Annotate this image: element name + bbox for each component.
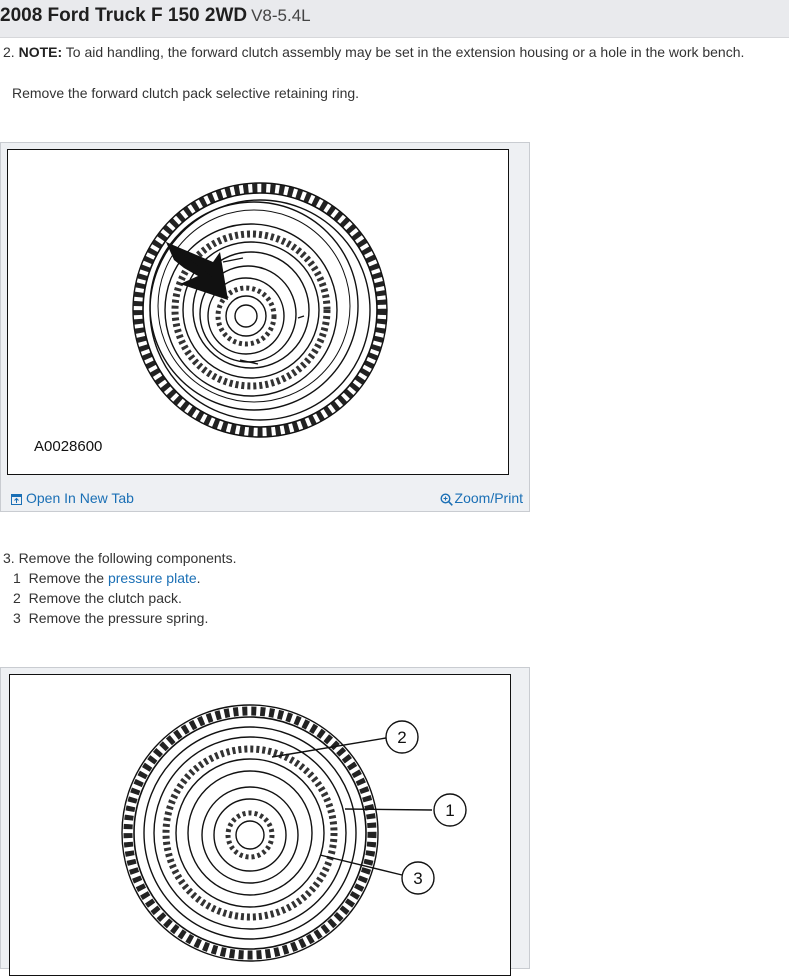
clutch-components-illustration xyxy=(10,675,510,975)
callout-3 xyxy=(402,862,434,894)
figure-2-image xyxy=(9,674,511,976)
item-text: Remove the xyxy=(28,570,108,586)
item-number: 1 xyxy=(13,570,21,586)
step3-item-3 xyxy=(13,610,208,626)
step3-item-2 xyxy=(13,590,182,606)
figure-1-code: A0028600 xyxy=(34,438,103,455)
figure-1-frame xyxy=(0,142,530,512)
figure-1-toolbar xyxy=(1,485,529,511)
svg-text:2: 2 xyxy=(397,728,407,747)
step3-item-1 xyxy=(13,570,201,586)
figure-2-frame xyxy=(0,667,530,969)
note-text: To aid handling, the forward clutch assembly may be set in the extension housing or a hole in the work bench. xyxy=(65,44,745,60)
svg-text:3: 3 xyxy=(413,869,423,888)
page-title xyxy=(0,5,311,27)
new-tab-icon xyxy=(11,494,22,505)
callout-2 xyxy=(386,721,418,753)
step2-note xyxy=(3,44,744,60)
item-suffix: . xyxy=(196,570,201,586)
step2-instruction: Remove the forward clutch pack selective retaining ring. xyxy=(12,85,360,101)
item-text: Remove the clutch pack. xyxy=(28,590,182,606)
open-in-new-tab-link[interactable] xyxy=(11,490,134,506)
note-label: NOTE: xyxy=(18,44,63,60)
callout-1 xyxy=(434,794,466,826)
open-in-new-tab-label: Open In New Tab xyxy=(26,490,134,506)
figure-1-image xyxy=(7,149,509,475)
forward-clutch-illustration xyxy=(8,150,508,474)
zoom-print-label: Zoom/Print xyxy=(454,490,523,506)
page-header xyxy=(0,0,789,38)
item-text: Remove the pressure spring. xyxy=(28,610,209,626)
zoom-print-link[interactable] xyxy=(440,490,523,506)
vehicle-title: 2008 Ford Truck F 150 2WD xyxy=(0,5,248,26)
pressure-plate-link[interactable]: pressure plate xyxy=(107,570,197,586)
svg-text:1: 1 xyxy=(445,801,455,820)
engine-label: V8-5.4L xyxy=(251,6,311,25)
item-number: 3 xyxy=(13,610,21,626)
step-number: 2. xyxy=(3,44,15,60)
magnifier-icon xyxy=(440,493,453,506)
item-number: 2 xyxy=(13,590,21,606)
step3-intro: 3. Remove the following components. xyxy=(3,550,237,566)
